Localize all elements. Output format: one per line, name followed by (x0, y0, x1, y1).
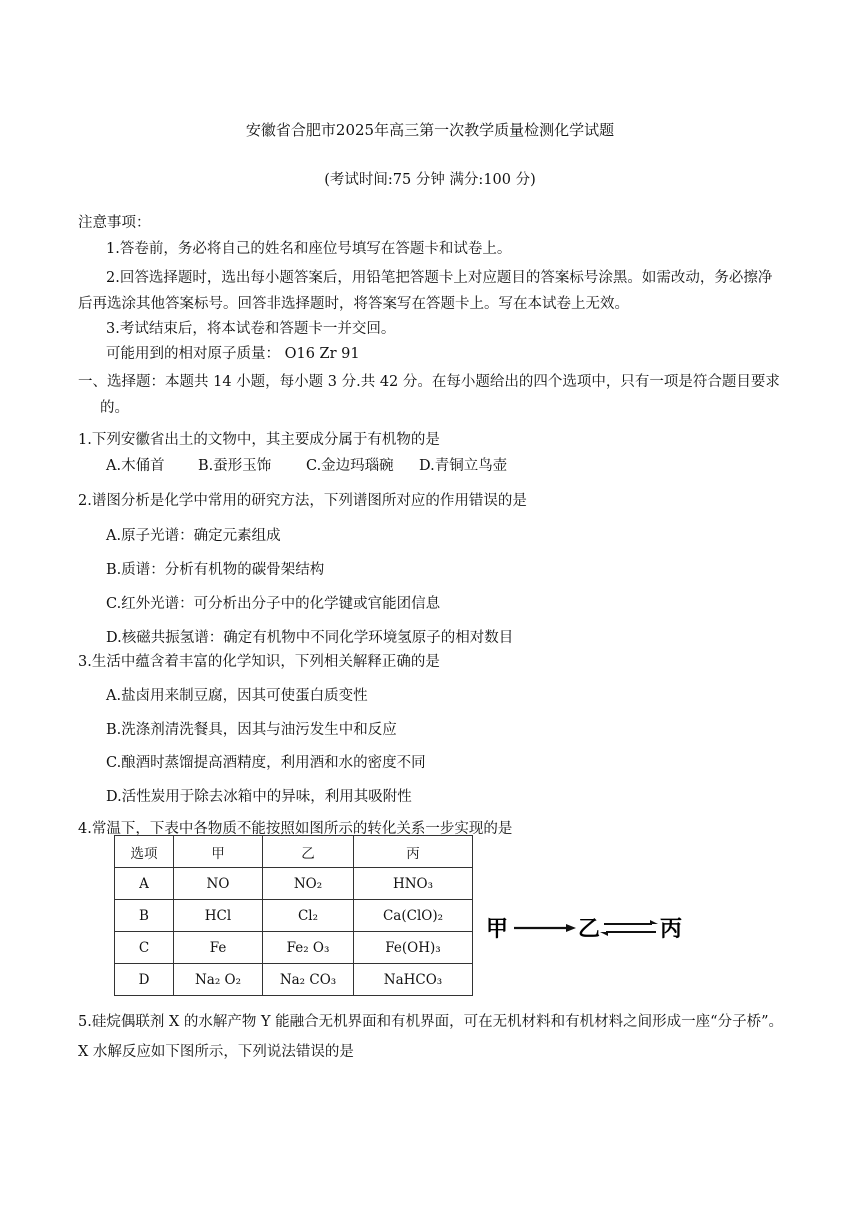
table-header-row (115, 836, 473, 868)
table-cell: Fe(OH)₃ (354, 932, 473, 964)
table-row (115, 932, 473, 964)
notice-heading: 注意事项： (78, 215, 151, 231)
header-cell: 乙 (263, 836, 354, 868)
notice-item-1: 1.答卷前，务必将自己的姓名和座位号填写在答题卡和试卷上。 (106, 241, 512, 257)
question-2-stem: 2.谱图分析是化学中常用的研究方法，下列谱图所对应的作用错误的是 (78, 493, 527, 509)
table-cell: HCl (174, 900, 263, 932)
table-cell: Fe₂ O₃ (263, 932, 354, 964)
table-row (115, 868, 473, 900)
q2-option-b: B.质谱：分析有机物的碳骨架结构 (106, 562, 325, 578)
table-cell: HNO₃ (354, 868, 473, 900)
header-cell: 甲 (174, 836, 263, 868)
section-heading: 一、选择题：本题共 14 小题，每小题 3 分.共 42 分。在每小题给出的四个选项中，只有一项是符合题目要求的。 (78, 374, 780, 416)
exam-info: (考试时间:75 分钟 满分:100 分) (324, 172, 536, 188)
table-cell: NO₂ (263, 868, 354, 900)
table-cell: Cl₂ (263, 900, 354, 932)
question-3-stem: 3.生活中蕴含着丰富的化学知识，下列相关解释正确的是 (78, 654, 440, 670)
table-cell: D (115, 964, 174, 996)
page-title: 安徽省合肥市2025年高三第一次教学质量检测化学试题 (245, 121, 615, 139)
table-cell: C (115, 932, 174, 964)
arrowhead-icon (566, 924, 576, 932)
q1-option-b: B.蚕形玉饰 (198, 458, 272, 474)
q1-option-a: A.木俑首 (106, 458, 165, 474)
table-cell: Na₂ O₂ (174, 964, 263, 996)
table-row (115, 900, 473, 932)
atomic-mass-note: 可能用到的相对原子质量： O16 Zr 91 (106, 346, 360, 362)
q3-option-c: C.酿酒时蒸馏提高酒精度，利用酒和水的密度不同 (106, 755, 426, 771)
question-4-stem: 4.常温下，下表中各物质不能按照如图所示的转化关系一步实现的是 (78, 821, 513, 837)
q3-option-d: D.活性炭用于除去冰箱中的异味，利用其吸附性 (106, 789, 412, 805)
table-cell: NO (174, 868, 263, 900)
header-cell: 选项 (115, 836, 174, 868)
q1-option-d: D.青铜立鸟壶 (419, 458, 508, 474)
q1-option-c: C.金边玛瑙碗 (306, 458, 394, 474)
diagram-label-b: 乙 (578, 917, 601, 942)
q4-options-table (114, 835, 473, 996)
question-1-stem: 1.下列安徽省出土的文物中，其主要成分属于有机物的是 (78, 432, 440, 448)
diagram-label-c: 丙 (660, 917, 683, 942)
diagram-label-a: 甲 (486, 917, 509, 942)
q2-option-d: D.核磁共振氢谱：确定有机物中不同化学环境氢原子的相对数目 (106, 630, 514, 646)
table-cell: NaHCO₃ (354, 964, 473, 996)
notice-item-2: 2.回答选择题时，选出每小题答案后，用铅笔把答题卡上对应题目的答案标号涂黑。如需改动，务必擦净后再选涂其他答案标号。回答非选择题时，将答案写在答题卡上。写在本试卷上无效。 (78, 270, 773, 312)
arrowhead-icon (600, 932, 608, 936)
q3-option-a: A.盐卤用来制豆腐，因其可使蛋白质变性 (106, 688, 368, 704)
table-cell: A (115, 868, 174, 900)
table-cell: Ca(ClO)₂ (354, 900, 473, 932)
table-row (115, 964, 473, 996)
q2-option-c: C.红外光谱：可分析出分子中的化学键或官能团信息 (106, 596, 441, 612)
q3-option-b: B.洗涤剂清洗餐具，因其与油污发生中和反应 (106, 722, 397, 738)
q2-option-a: A.原子光谱：确定元素组成 (106, 528, 281, 544)
arrowhead-icon (650, 920, 658, 924)
header-cell: 丙 (354, 836, 473, 868)
notice-item-3: 3.考试结束后，将本试卷和答题卡一并交回。 (106, 321, 396, 337)
table-cell: Na₂ CO₃ (263, 964, 354, 996)
transformation-diagram (486, 908, 686, 948)
table-cell: B (115, 900, 174, 932)
table-cell: Fe (174, 932, 263, 964)
question-5-stem: 5.硅烷偶联剂 X 的水解产物 Y 能融合无机界面和有机界面，可在无机材料和有机材料之间形成一座“分子桥”。X 水解反应如下图所示，下列说法错误的是 (78, 1014, 783, 1060)
